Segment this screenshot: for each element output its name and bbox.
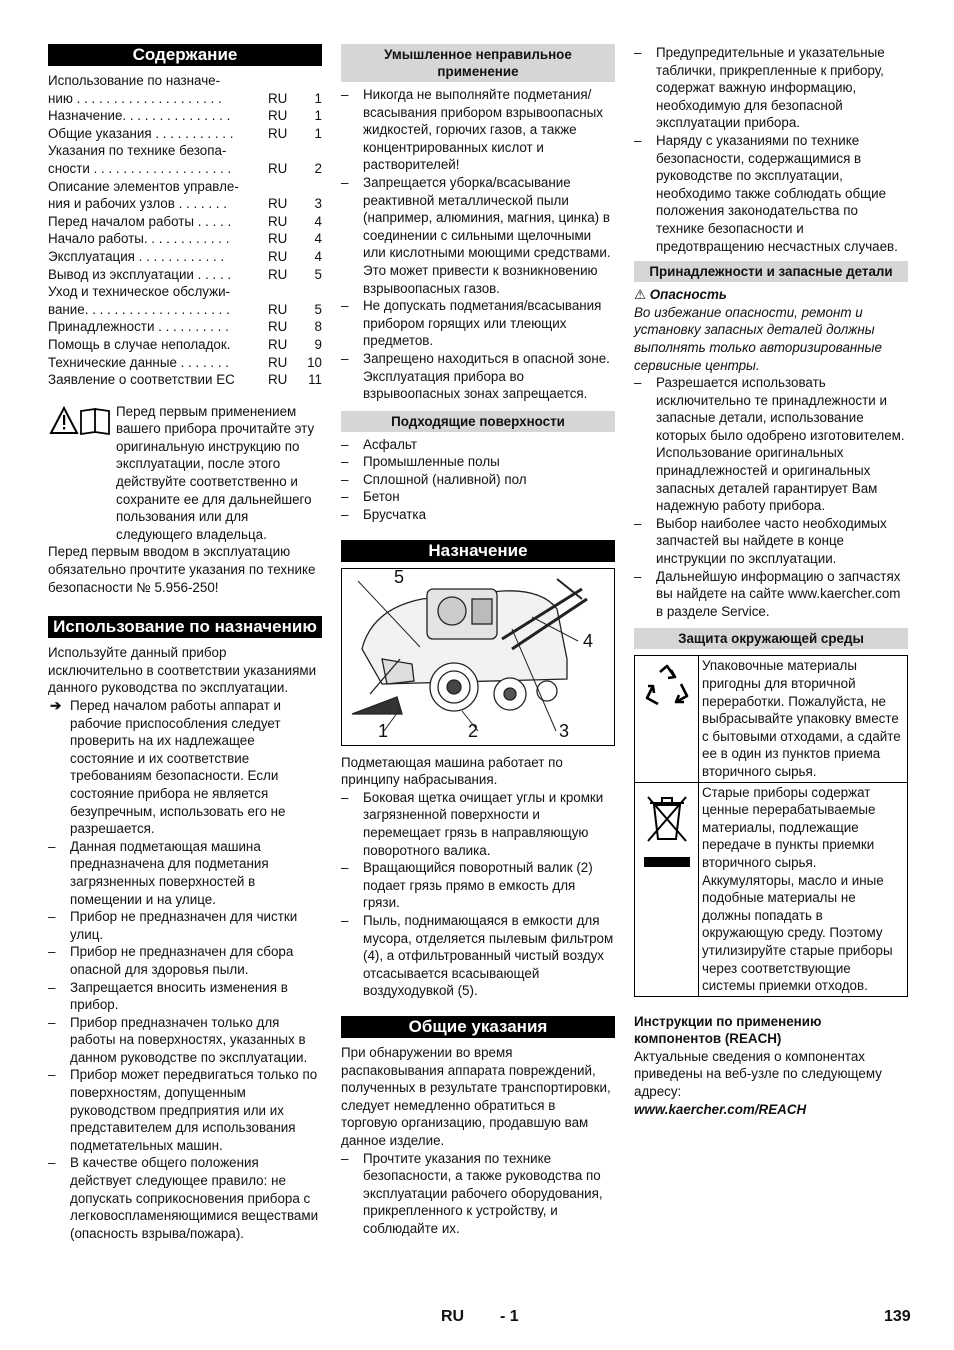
- general-heading: Общие указания: [341, 1016, 615, 1038]
- toc-entry-prefix: Уход и техническое обслужи-: [48, 284, 231, 300]
- crossed-bin-icon: [642, 789, 692, 869]
- toc-entry-lang: RU: [268, 248, 288, 264]
- recycle-icon: [642, 662, 692, 712]
- usage-heading: Использование по назначению: [48, 616, 322, 638]
- toc-entry-title: ния и рабочих узлов . . . . . . .: [48, 196, 227, 212]
- usage-intro: Используйте данный прибор исключительно в соответствии указаниями данного руководства по эксплуатации.: [48, 645, 317, 696]
- usage-arrow-item: [48, 697, 322, 838]
- toc-entry-page: 2: [314, 160, 322, 176]
- toc-entry[interactable]: [48, 248, 322, 266]
- danger-icon: ⚠: [634, 287, 647, 303]
- figure-label-2: 2: [468, 720, 479, 741]
- toc-entry[interactable]: [48, 230, 322, 248]
- toc-entry-prefix: Указания по технике безопа-: [48, 143, 227, 159]
- list-item: – Дальнейшую информацию о запчастях вы найдете на сайте www.kaercher.com в разделе Service.: [634, 568, 908, 621]
- toc-entry[interactable]: [48, 301, 322, 319]
- purpose-list: [341, 789, 615, 1000]
- environment-row-packaging: [635, 656, 907, 782]
- toc-entry[interactable]: [48, 354, 322, 372]
- figure-label-1: 1: [378, 720, 389, 741]
- surfaces-heading: Подходящие поверхности: [341, 411, 615, 432]
- toc-entry-lang: RU: [268, 266, 288, 282]
- list-item: – Прибор не предназначен для чистки улиц.: [48, 908, 322, 943]
- usage-list: [48, 838, 322, 1243]
- environment-heading: Защита окружающей среды: [634, 628, 908, 649]
- toc-entry-title: Общие указания . . . . . . . . . . .: [48, 125, 234, 141]
- usage-arrow-text: Перед началом работы аппарат и рабочие приспособления следует проверить на их надлежащее состояние и их соответствие требованиям безопасности. Если состояние прибора не является безупречным, использовать его не разрешается.: [70, 698, 286, 837]
- danger-line: [634, 286, 908, 304]
- machine-figure: [341, 568, 615, 746]
- reach-heading: Инструкции по применению компонентов (REACH): [634, 1013, 822, 1047]
- list-item: – Прибор может передвигаться только по поверхностям, допущенным руководством предприятия или их представителем для использования подметательных машин.: [48, 1066, 322, 1154]
- toc-entry-title: Назначение. . . . . . . . . . . . . . .: [48, 108, 231, 124]
- toc-entry-lang: RU: [268, 125, 288, 141]
- figure-label-4: 4: [583, 630, 594, 651]
- column-3: [634, 44, 908, 1118]
- toc-entry-lang: RU: [268, 213, 288, 229]
- toc-entry[interactable]: [48, 336, 322, 354]
- toc-entry-page: 11: [308, 372, 322, 388]
- toc-entry-page: 1: [314, 108, 322, 124]
- toc-entry-page: 5: [314, 301, 322, 317]
- toc-entry[interactable]: [48, 266, 322, 284]
- accessories-heading: Принадлежности и запасные детали: [634, 261, 908, 282]
- toc-entry-lang: RU: [268, 231, 288, 247]
- list-item: – Боковая щетка очищает углы и кромки загрязненной поверхности и перемещает грязь в направляющую поворотного валика.: [341, 789, 615, 859]
- reach-text: Актуальные сведения о компонентах приведены на веб-узле по следующему адресу:: [634, 1048, 882, 1100]
- toc-entry-title: Перед началом работы . . . . .: [48, 213, 232, 229]
- list-item: – Асфальт: [341, 436, 615, 454]
- list-item: – Наряду с указаниями по технике безопасности, содержащимися в руководстве по эксплуатации, необходимо также соблюдать общие положения законодательства по технике безопасности и предотвращению несчастных случаев.: [634, 132, 908, 255]
- toc-entry-page: 3: [314, 196, 322, 212]
- toc-heading: Содержание: [48, 44, 322, 66]
- toc-entry[interactable]: [48, 125, 322, 143]
- toc-entry-lang: RU: [268, 196, 288, 212]
- toc-entry-title: Начало работы. . . . . . . . . . . .: [48, 231, 230, 247]
- list-item: – Разрешается использовать исключительно те принадлежности и запасные детали, использование которых было одобрено изготовителем. Использование оригинальных принадлежностей и оригинальных запасных деталей гарантирует Вам надежную работу прибора.: [634, 374, 908, 515]
- list-item: – В качестве общего положения действует следующее правило: не допускать соприкосновения прибора с легковоспламеняющимися веществами (опасность взрыва/пожара).: [48, 1154, 322, 1242]
- list-item: – Сплошной (наливной) пол: [341, 471, 615, 489]
- toc-entry-page: 1: [314, 90, 322, 106]
- general-list-continued: [634, 44, 908, 255]
- safety-note: Перед первым вводом в эксплуатацию обязательно прочтите указания по технике безопасности № 5.956-250!: [48, 544, 316, 595]
- list-item: – Прибор не предназначен для сбора опасной для здоровья пыли.: [48, 943, 322, 978]
- misuse-heading: Умышленное неправильное применение: [341, 44, 615, 82]
- toc-entry-title: Эксплуатация . . . . . . . . . . . .: [48, 248, 225, 264]
- list-item: – Прибор предназначен только для работы на поверхностях, указанных в данном руководстве по эксплуатации.: [48, 1014, 322, 1067]
- toc-entry[interactable]: [48, 90, 322, 108]
- general-intro: При обнаружении во время распаковывания аппарата повреждений, полученных в результате транспортировки, следует немедленно обратиться в торговую организацию, продавшую вам данное изделие.: [341, 1044, 611, 1148]
- toc-entry-page: 5: [314, 266, 322, 282]
- list-item: – Запрещается уборка/всасывание реактивной металлической пыли (например, алюминия, магния, цинка) в соединении с сильными щелочными или кислотными моющими средствами. Это может привести к возникновению взрывоопасных газов.: [341, 174, 615, 297]
- list-item: – Брусчатка: [341, 506, 615, 524]
- toc-entry-prefix: Использование по назначе-: [48, 73, 221, 88]
- purpose-intro: Подметающая машина работает по принципу набрасывания.: [341, 754, 563, 788]
- list-item: – Вращающийся поворотный валик (2) подает грязь прямо в емкость для грязи.: [341, 859, 615, 912]
- toc-entry[interactable]: [48, 318, 322, 336]
- toc-entry-lang: RU: [268, 372, 288, 388]
- toc-entry-page: 4: [314, 248, 322, 264]
- list-item: – Промышленные полы: [341, 453, 615, 471]
- intro-warning: [48, 403, 322, 544]
- toc-list: [48, 72, 322, 389]
- toc-entry-lang: RU: [268, 336, 288, 352]
- toc-entry-page: 4: [314, 213, 322, 229]
- toc-entry-lang: RU: [268, 301, 288, 317]
- toc-entry-page: 8: [314, 319, 322, 335]
- column-1: [48, 44, 322, 1242]
- figure-label-3: 3: [559, 720, 570, 741]
- list-item: – Запрещено находиться в опасной зоне. Эксплуатация прибора во взрывоопасных зонах запрещается.: [341, 350, 615, 403]
- toc-entry-page: 1: [314, 125, 322, 141]
- list-item: – Предупредительные и указательные таблички, прикрепленные к прибору, содержат важную информацию, необходимую для безопасной эксплуатации прибора.: [634, 44, 908, 132]
- toc-entry-title: вание. . . . . . . . . . . . . . . . . . . .: [48, 301, 230, 317]
- toc-entry-lang: RU: [268, 160, 288, 176]
- list-item: – Данная подметающая машина предназначена для подметания загрязненных поверхностей в помещении и на улице.: [48, 838, 322, 908]
- arrow-icon: ➔: [50, 698, 62, 713]
- toc-entry-lang: RU: [268, 90, 288, 106]
- reach-link[interactable]: www.kaercher.com/REACH: [634, 1101, 807, 1117]
- danger-label: Опасность: [649, 287, 727, 303]
- toc-entry[interactable]: [48, 160, 322, 178]
- toc-entry-title: Принадлежности . . . . . . . . . .: [48, 319, 229, 335]
- sweeper-machine-illustration: [342, 569, 612, 746]
- footer-page-number: 139: [884, 1308, 911, 1325]
- footer-local-page: - 1: [500, 1308, 519, 1325]
- intro-warning-text: Перед первым применением вашего прибора прочитайте эту оригинальную инструкцию по эксплуатации, после этого действуйте соответственно и сохраните ее для дальнейшего пользования или для следующего владельца.: [116, 403, 315, 542]
- environment-table: [634, 655, 908, 996]
- toc-entry-title: сности . . . . . . . . . . . . . . . . . . .: [48, 160, 232, 176]
- toc-entry-prefix: Описание элементов управле-: [48, 178, 239, 194]
- toc-entry[interactable]: [48, 213, 322, 231]
- toc-entry-lang: RU: [268, 319, 288, 335]
- toc-entry-title: Заявление о соответствии EC: [48, 372, 235, 388]
- toc-entry-page: 10: [307, 354, 322, 370]
- list-item: – Никогда не выполняйте подметания/всасывания прибором взрывоопасных жидкостей, горючих газов, а также концентрированных кислот и растворителей!: [341, 86, 615, 174]
- toc-entry-title: Вывод из эксплуатации . . . . .: [48, 266, 232, 282]
- environment-row-old-devices: [635, 783, 907, 996]
- toc-entry-lang: RU: [268, 354, 288, 370]
- toc-entry[interactable]: [48, 371, 322, 389]
- accessories-list: [634, 374, 908, 620]
- packaging-text: Упаковочные материалы пригодны для вторичной переработки. Пожалуйста, не выбрасывайте упаковку вместе с бытовыми отходами, а сдайте ее в один из пунктов приема вторичного сырья.: [702, 658, 901, 779]
- list-item: – Выбор наиболее часто необходимых запчастей вы найдете в конце инструкции по эксплуатации.: [634, 515, 908, 568]
- toc-entry[interactable]: [48, 107, 322, 125]
- list-item: – Бетон: [341, 488, 615, 506]
- figure-label-5: 5: [394, 567, 405, 587]
- toc-entry[interactable]: [48, 195, 322, 213]
- warning-manual-icon: [48, 405, 112, 435]
- list-item: – Прочтите указания по технике безопасности, а также руководства по эксплуатации рабочего оборудования, прикрепленного к устройству, и соблюдайте их.: [341, 1150, 615, 1238]
- old-devices-text: Старые приборы содержат ценные перерабатываемые материалы, подлежащие передаче в пункты приемки вторичного сырья. Аккумуляторы, масло и иные подобные материалы не должны попадать в окружающую среду. Поэтому утилизируйте старые приборы через соответствующие системы приемки отходов.: [702, 784, 893, 994]
- toc-entry-title: Помощь в случае неполадок.: [48, 336, 231, 352]
- toc-entry-page: 9: [314, 336, 322, 352]
- toc-entry-title: Технические данные . . . . . . .: [48, 354, 229, 370]
- general-list: [341, 1150, 615, 1238]
- surfaces-list: [341, 436, 615, 524]
- list-item: – Не допускать подметания/всасывания прибором горящих или тлеющих предметов.: [341, 297, 615, 350]
- list-item: – Запрещается вносить изменения в прибор.: [48, 979, 322, 1014]
- toc-entry-page: 4: [314, 231, 322, 247]
- footer-language: RU: [441, 1308, 465, 1325]
- column-2: [341, 44, 615, 1238]
- toc-entry-title: нию . . . . . . . . . . . . . . . . . . . .: [48, 90, 222, 106]
- purpose-heading: Назначение: [341, 540, 615, 562]
- toc-entry-lang: RU: [268, 108, 288, 124]
- misuse-list: [341, 86, 615, 403]
- danger-text: Во избежание опасности, ремонт и установку запасных деталей должны выполнять только авторизированные сервисные центры.: [634, 304, 882, 373]
- list-item: – Пыль, поднимающаяся в емкости для мусора, отделяется пылевым фильтром (4), а отфильтрованный чистый воздух отсасывается всасывающей воздуходувкой (5).: [341, 912, 615, 1000]
